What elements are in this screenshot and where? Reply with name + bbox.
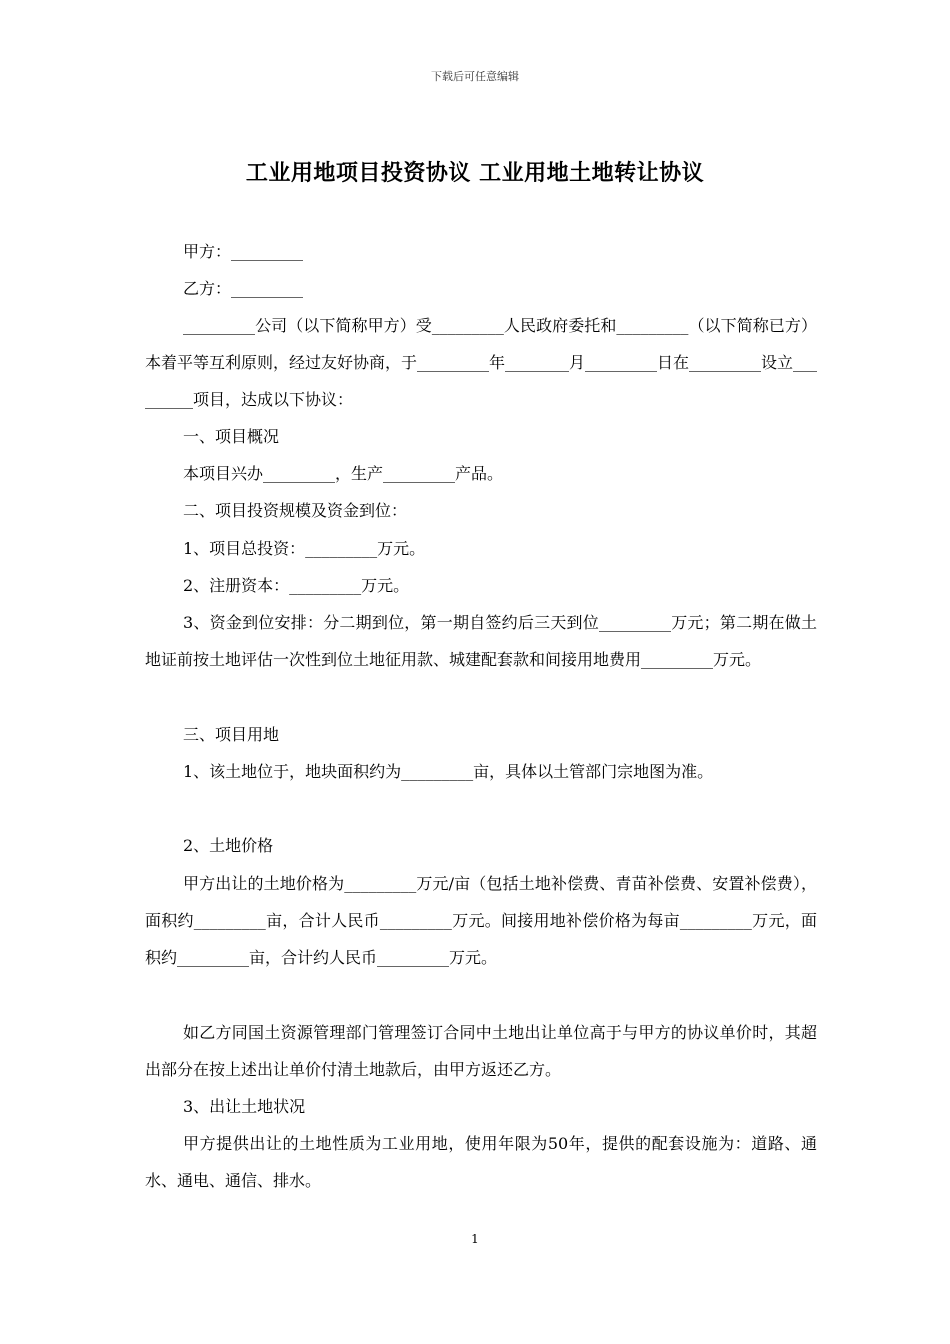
party-b-line: 乙方：_________	[183, 279, 304, 298]
intro-paragraph: _________公司（以下简称甲方）受_________人民政府委托和_________（以下简称已方）本着平等互利原则，经过友好协商，于_________年________月_________日在_________设立_________项目，达成以下协议：	[145, 316, 818, 409]
section2-item3: 3、资金到位安排：分二期到位，第一期自签约后三天到位_________万元；第二期在做土地证前按土地评估一次性到位土地征用款、城建配套款和间接用地费用_________万元。	[145, 613, 817, 669]
section3-item2-heading: 2、土地价格	[183, 836, 274, 855]
section2-heading: 二、项目投资规模及资金到位：	[183, 501, 408, 520]
section3-item3-heading: 3、出让土地状况	[183, 1097, 306, 1116]
section3-item1: 1、该土地位于，地块面积约为_________亩，具体以土管部门宗地图为准。	[183, 762, 714, 781]
party-a-line: 甲方：_________	[183, 242, 304, 261]
section1-heading: 一、项目概况	[183, 427, 280, 446]
page-number: 1	[471, 1232, 479, 1246]
section3-heading: 三、项目用地	[183, 725, 280, 744]
section1-text: 本项目兴办_________，生产_________产品。	[183, 464, 504, 483]
section3-item2-note: 如乙方同国土资源管理部门管理签订合同中土地出让单位高于与甲方的协议单价时，其超出部分在按上述出让单价付清土地款后，由甲方返还乙方。	[145, 1023, 817, 1079]
section2-item2: 2、注册资本：_________万元。	[183, 576, 410, 595]
document-title: 工业用地项目投资协议 工业用地土地转让协议	[245, 161, 705, 186]
section3-item3-text: 甲方提供出让的土地性质为工业用地，使用年限为50年，提供的配套设施为：道路、通水、通电、通信、排水。	[145, 1134, 817, 1190]
header-note: 下载后可任意编辑	[431, 70, 519, 83]
section2-item1: 1、项目总投资：_________万元。	[183, 539, 426, 558]
section3-item2-text: 甲方出让的土地价格为_________万元/亩（包括土地补偿费、青苗补偿费、安置补偿费），面积约_________亩，合计人民币_________万元。间接用地补偿价格为每亩_________万元，面积约_________亩，合计约人民币_________万元。	[145, 874, 817, 967]
